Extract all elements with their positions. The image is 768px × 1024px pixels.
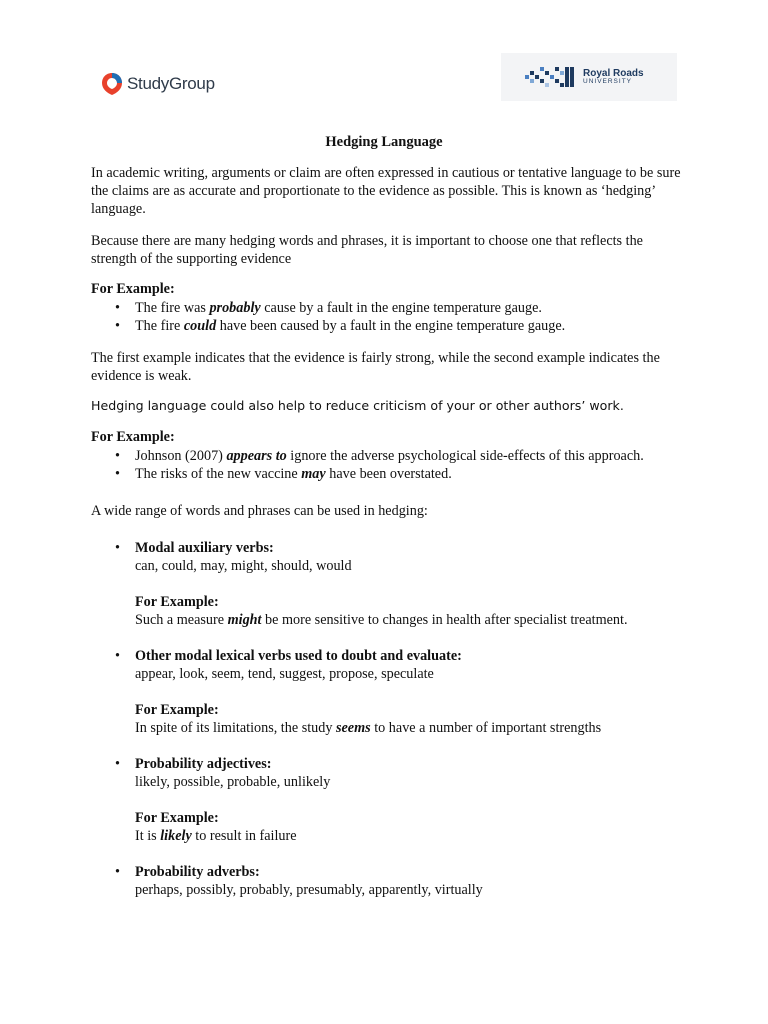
intro-text-2: Because there are many hedging words and phrases, it is important to choose one that reflects the strength of the supporting evidence: [91, 233, 643, 267]
page-title: Hedging Language: [325, 134, 443, 150]
category-words: perhaps, possibly, probably, presumably, apparently, virtually: [135, 882, 483, 898]
royal-roads-name: Royal Roads: [583, 67, 644, 79]
category-lexical-verbs: [91, 647, 711, 737]
bullet: •: [115, 318, 120, 334]
intro-text-1: In academic writing, arguments or claim are often expressed in cautious or tentative language to be sure the claims are as accurate and proportionate to the evidence as possible. This is known as ‘hedging’ language.: [91, 165, 681, 217]
category-heading: Probability adjectives:: [135, 756, 272, 772]
category-heading: Modal auxiliary verbs:: [135, 540, 274, 556]
category-heading: Other modal lexical verbs used to doubt and evaluate:: [135, 648, 462, 664]
category-example: Such a measure might be more sensitive to changes in health after specialist treatment.: [135, 612, 628, 628]
category-words: appear, look, seem, tend, suggest, propose, speculate: [135, 666, 434, 682]
category-words: can, could, may, might, should, would: [135, 558, 352, 574]
studygroup-logo-icon: [101, 72, 123, 96]
royal-roads-university: UNIVERSITY: [583, 77, 633, 85]
example1-heading: For Example:: [91, 281, 175, 297]
bullet: •: [115, 448, 120, 464]
bullet: •: [115, 864, 120, 880]
studygroup-wordmark: StudyGroup: [127, 74, 215, 93]
category-example: In spite of its limitations, the study seems to have a number of important strengths: [135, 720, 602, 736]
bullet: •: [115, 756, 120, 772]
category-example-heading: For Example:: [135, 702, 219, 718]
list-item: • The fire could have been caused by a fault in the engine temperature gauge.: [115, 318, 566, 334]
range-intro: A wide range of words and phrases can be used in hedging:: [91, 503, 428, 519]
example1-list: [91, 299, 565, 335]
intro-paragraph-1: [91, 164, 691, 218]
intro-paragraph-2: [91, 232, 691, 268]
category-modal-auxiliary: [91, 539, 711, 629]
bullet: •: [115, 648, 120, 664]
category-example: It is likely to result in failure: [135, 828, 297, 844]
category-probability-adverbs: [91, 863, 711, 899]
bullet: •: [115, 540, 120, 556]
category-heading: Probability adverbs:: [135, 864, 260, 880]
category-example-heading: For Example:: [135, 810, 219, 826]
criticism-line: Hedging language could also help to reduce criticism of your or other authors’ work.: [91, 398, 624, 413]
category-words: likely, possible, probable, unlikely: [135, 774, 331, 790]
category-probability-adjectives: [91, 755, 711, 845]
explanation-paragraph: The first example indicates that the evidence is fairly strong, while the second example indicates the evidence is weak.: [91, 350, 660, 384]
bullet: •: [115, 466, 120, 482]
example2-list: [91, 447, 644, 483]
list-item: • The risks of the new vaccine may have been overstated.: [115, 466, 452, 482]
studygroup-logo: [101, 72, 215, 96]
category-example-heading: For Example:: [135, 594, 219, 610]
royal-roads-logo: [501, 53, 677, 101]
royal-roads-mosaic-icon: [525, 67, 577, 87]
list-item: • The fire was probably cause by a fault in the engine temperature gauge.: [115, 300, 542, 316]
list-item: • Johnson (2007) appears to ignore the adverse psychological side-effects of this approach.: [115, 448, 644, 464]
example2-heading: For Example:: [91, 429, 175, 445]
bullet: •: [115, 300, 120, 316]
